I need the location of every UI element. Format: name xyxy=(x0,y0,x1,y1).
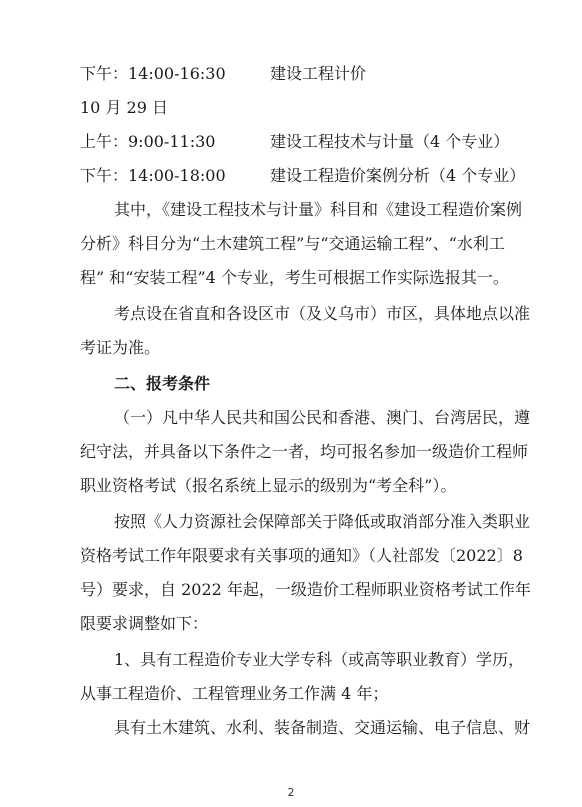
schedule-line-afternoon-1 xyxy=(80,64,540,84)
paragraph-line: 具有土木建筑、水利、装备制造、交通运输、电子信息、财 xyxy=(114,718,531,737)
paragraph-line: 纪守法，并具备以下条件之一者，均可报名参加一级造价工程师 xyxy=(80,442,529,461)
section-heading: 二、报考条件 xyxy=(114,374,211,393)
schedule-date xyxy=(80,98,540,118)
paragraph-line: （一）凡中华人民共和国公民和香港、澳门、台湾居民，遵 xyxy=(114,408,531,427)
paragraph-line: 1、具有工程造价专业大学专科（或高等职业教育）学历， xyxy=(114,650,525,669)
schedule-subject: 建设工程技术与计量（4 个专业） xyxy=(270,132,510,151)
schedule-time: 下午：14:00-18:00 xyxy=(80,166,226,185)
paragraph-line: 按照《人力资源社会保障部关于降低或取消部分准入类职业 xyxy=(114,512,531,531)
paragraph-line: 考证为准。 xyxy=(80,338,161,357)
paragraph-line: 程” 和“安装工程”4 个专业，考生可根据工作实际选报其一。 xyxy=(80,268,509,287)
paragraph-line: 职业资格考试（报名系统上显示的级别为“考全科”）。 xyxy=(80,476,457,495)
schedule-time: 上午：9:00-11:30 xyxy=(80,132,216,151)
paragraph-line: 其中，《建设工程技术与计量》科目和《建设工程造价案例 xyxy=(114,200,523,219)
schedule-subject: 建设工程计价 xyxy=(270,64,367,83)
paragraph-line: 分析》科目分为“土木建筑工程”与“交通运输工程”、“水利工 xyxy=(80,234,505,253)
schedule-line-afternoon-2 xyxy=(80,166,540,186)
paragraph-line: 考点设在省直和各设区市（及义乌市）市区，具体地点以准 xyxy=(114,304,531,323)
schedule-line-morning xyxy=(80,132,540,152)
paragraph-line: 资格考试工作年限要求有关事项的通知》（人社部发〔2022〕8 xyxy=(80,546,523,565)
schedule-time: 下午：14:00-16:30 xyxy=(80,64,226,83)
page-number: 2 xyxy=(287,786,295,799)
paragraph-line: 从事工程造价、工程管理业务工作满 4 年； xyxy=(80,684,389,703)
schedule-subject: 建设工程造价案例分析（4 个专业） xyxy=(270,166,526,185)
paragraph-line: 号）要求，自 2022 年起，一级造价工程师职业资格考试工作年 xyxy=(80,580,531,599)
schedule-date-text: 10 月 29 日 xyxy=(80,98,168,117)
paragraph-line: 限要求调整如下： xyxy=(80,614,209,633)
